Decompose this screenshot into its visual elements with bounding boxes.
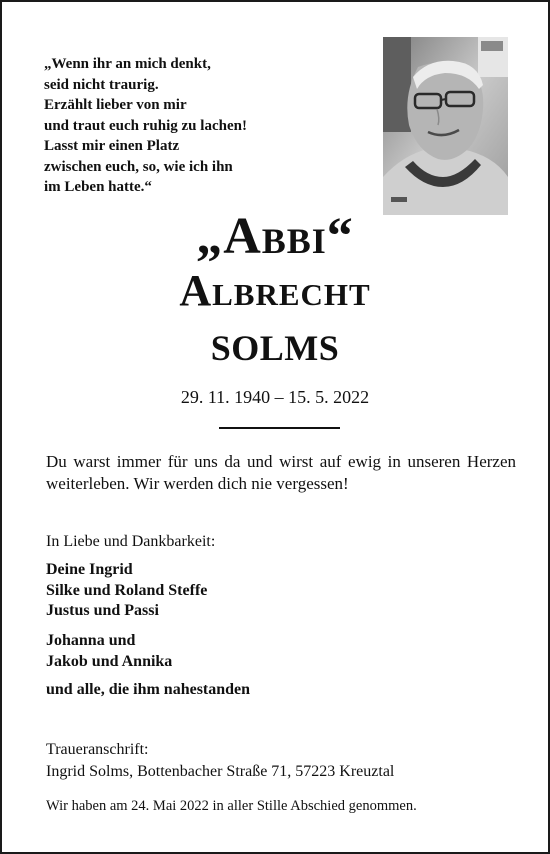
mourners-group-family <box>46 560 207 622</box>
poem-line: Lasst mir einen Platz <box>44 138 180 154</box>
place-name: SOLMS <box>210 328 340 368</box>
mourner-name: Deine Ingrid <box>46 561 133 578</box>
surname: Albrecht <box>179 266 371 315</box>
poem-quote <box>44 54 364 198</box>
mourners-group-grandchildren <box>46 631 172 672</box>
mourner-name: Silke und Roland Steffe <box>46 581 208 599</box>
mourners-group-others <box>46 680 250 701</box>
address-label: Traueranschrift: <box>46 741 149 758</box>
portrait-photo <box>383 37 508 215</box>
poem-line: „Wenn ihr an mich denkt, <box>44 56 211 72</box>
poem-line: und traut euch ruhig zu lachen! <box>44 117 247 134</box>
poem-line: seid nicht traurig. <box>44 76 159 93</box>
farewell-note: Wir haben am 24. Mai 2022 in aller Stille Abschied genommen. <box>46 798 417 814</box>
mourning-address: Ingrid Solms, Bottenbacher Straße 71, 57223 Kreuztal <box>46 763 395 780</box>
divider-line <box>219 427 340 429</box>
poem-line: im Leben hatte.“ <box>44 179 152 195</box>
mourner-name: Jakob und Annika <box>46 652 173 670</box>
farewell-message: Du warst immer für uns da und wirst auf ewig in unseren Herzen weiterleben. Wir werden dich nie vergessen! <box>46 452 516 493</box>
poem-line: zwischen euch, so, wie ich ihn <box>44 158 233 175</box>
life-dates: 29. 11. 1940 – 15. 5. 2022 <box>180 387 370 407</box>
nickname: „Abbi“ <box>196 208 354 265</box>
portrait-image <box>383 37 508 215</box>
poem-line: Erzählt lieber von mir <box>44 97 187 113</box>
mourner-name: und alle, die ihm nahestanden <box>46 681 251 698</box>
mourners-intro: In Liebe und Dankbarkeit: <box>46 533 216 550</box>
mourner-name: Justus und Passi <box>46 602 159 619</box>
mourner-name: Johanna und <box>46 632 136 649</box>
